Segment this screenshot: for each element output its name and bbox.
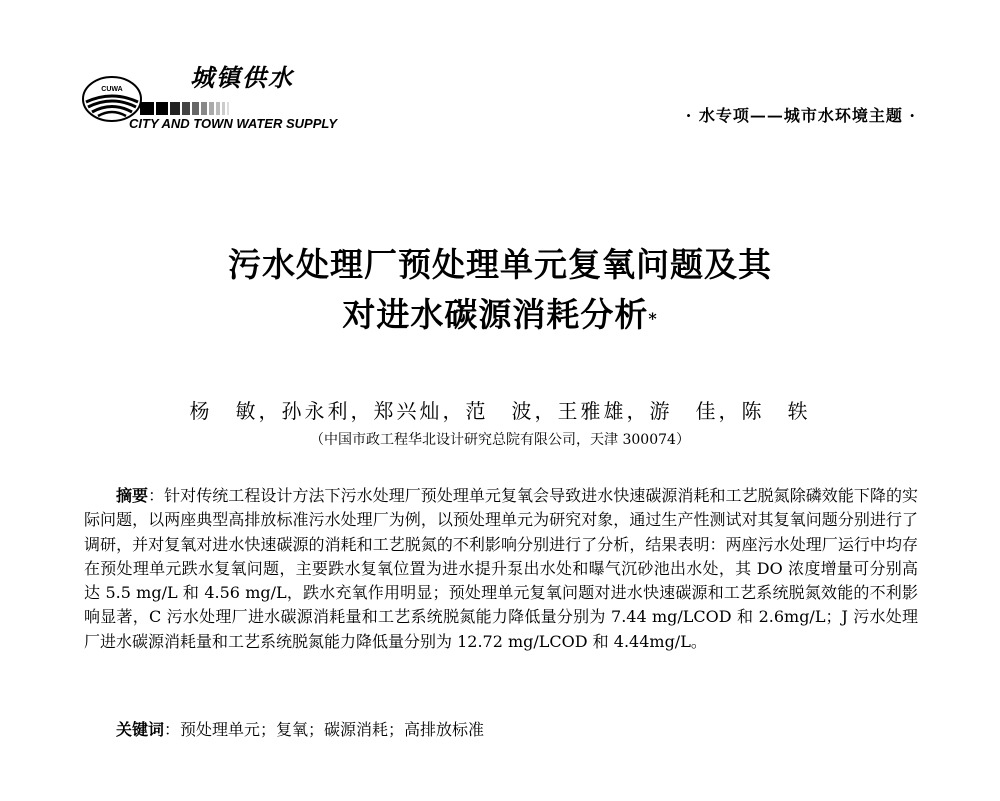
journal-header (0, 0, 1000, 140)
title-line-2-text: 对进水碳源消耗分析 (342, 295, 649, 334)
logo-english-name: CITY AND TOWN WATER SUPPLY (129, 116, 338, 131)
logo-bar-decoration (140, 102, 260, 115)
author-list: 杨 敏，孙永利，郑兴灿，范 波，王雅雄，游 佳，陈 轶 (189, 399, 811, 423)
keywords (116, 717, 484, 740)
abstract-label: 摘要 (116, 486, 149, 505)
logo-chinese-name: 城镇供水 (190, 63, 294, 92)
abstract-text: ：针对传统工程设计方法下污水处理厂预处理单元复氧会导致进水快速碳源消耗和工艺脱氮除磷效能下降的实际问题，以两座典型高排放标准污水处理厂为例，以预处理单元为研究对象，通过生产性测试对其复氧问题分别进行了调研，并对复氧对进水快速碳源的消耗和工艺脱氮的不利影响分别进行了分析，结果表明：两座污水处理厂运行中均存在预处理单元跌水复氧问题，主要跌水复氧位置为进水提升泵出水处和曝气沉砂池出水处，其 DO 浓度增量可分别高达 5.5 mg/L 和 4.56 mg/L，跌水充氧作用明显；预处理单元复氧问题对进水快速碳源和工艺系统脱氮效能的不利影响显著，C 污水处理厂进水碳源消耗量和工艺系统脱氮能力降低量分别为 7.44 mg/LCOD 和 2.6mg/L；J 污水处理厂进水碳源消耗量和工艺系统脱氮能力降低量分别为 12.72 mg/LCOD 和 4.44mg/L。 (84, 486, 918, 651)
title-line-2 (0, 290, 1000, 340)
keywords-text: ：预处理单元；复氧；碳源消耗；高排放标准 (164, 720, 485, 739)
logo-badge: CUWA (101, 86, 123, 93)
keywords-label: 关键词 (116, 720, 165, 739)
section-label: · 水专项——城市水环境主题 · (685, 106, 916, 125)
journal-logo (82, 58, 382, 138)
paper-title (0, 240, 1000, 340)
abstract (84, 484, 918, 654)
title-line-1: 污水处理厂预处理单元复氧问题及其 (228, 245, 772, 284)
author-affiliation: （中国市政工程华北设计研究总院有限公司，天津 300074） (310, 432, 690, 448)
title-footnote-mark: * (648, 309, 658, 328)
